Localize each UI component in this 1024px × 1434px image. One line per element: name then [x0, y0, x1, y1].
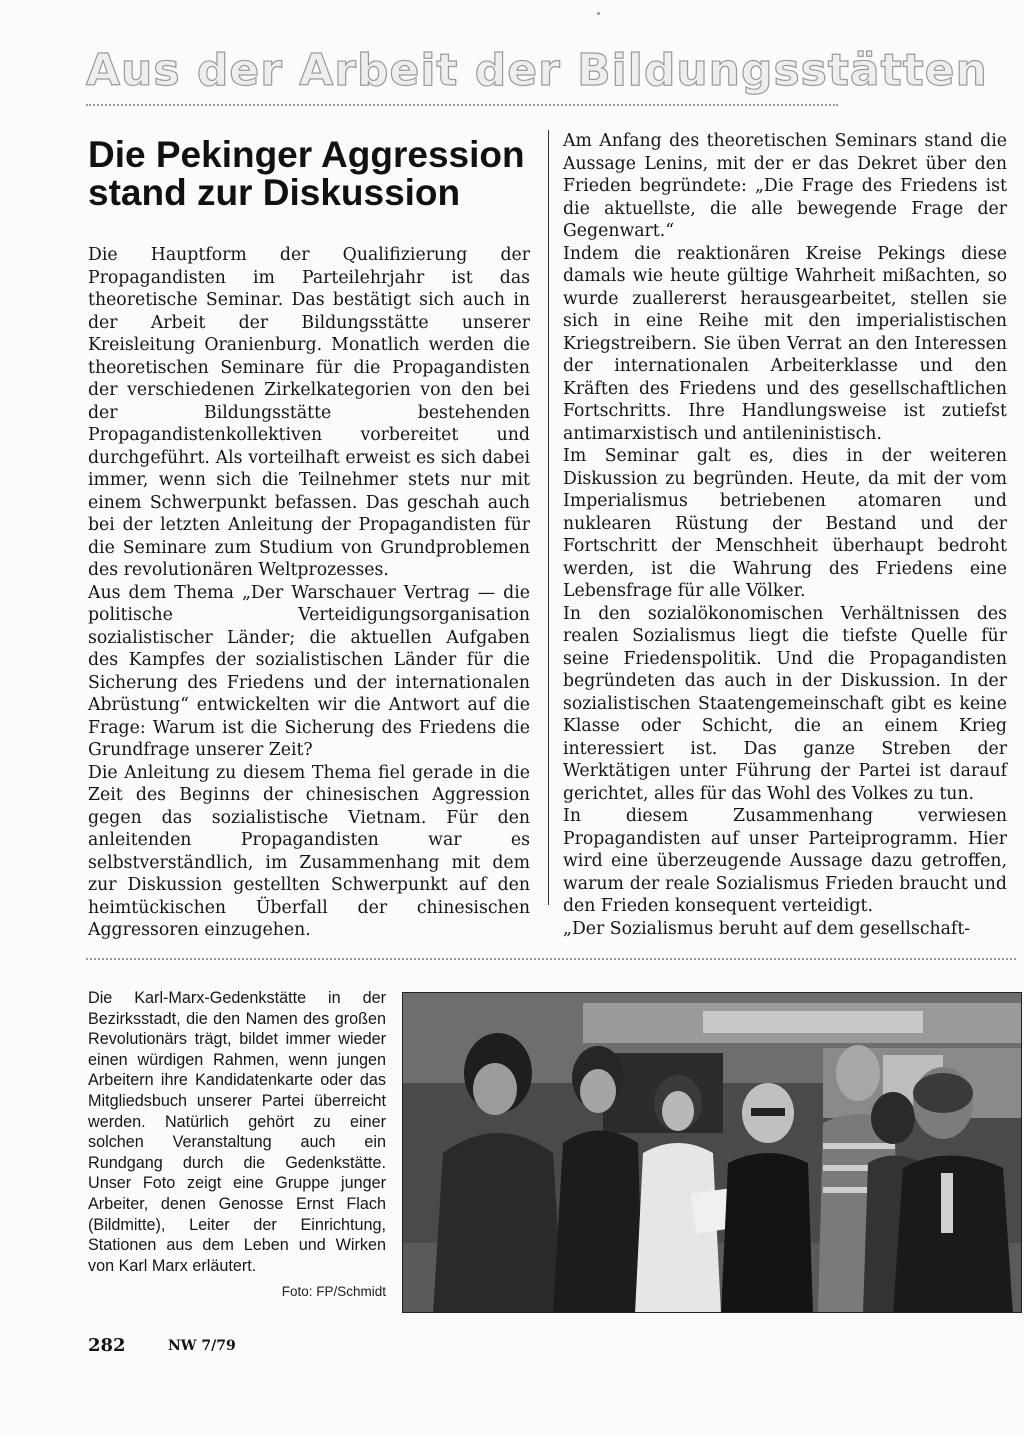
article-headline [88, 136, 528, 212]
issue-label: NW 7/79 [168, 1338, 236, 1354]
paragraph: „Der Sozialismus beruht auf dem gesellschaft- [563, 918, 971, 939]
photo-illustration [403, 993, 1022, 1313]
paragraph: Am Anfang des theoretischen Seminars stand die Aussage Lenins, mit der er das Dekret über den Frieden begründete: „Die Frage des Friedens ist die aktuellste, die alle bewegende Frage der Gegenwart.“ [563, 131, 1007, 241]
column-divider [548, 130, 549, 905]
article-column-left [88, 244, 530, 942]
photo-credit: Foto: FP/Schmidt [281, 1284, 386, 1299]
paragraph: Die Hauptform der Qualifizierung der Propagandisten im Parteilehrjahr ist das theoretische Seminar. Das bestätigt sich auch in der Arbeit der Bildungsstätte unserer Kreisleitung Oranienburg. Monatlich werden die theoretischen Seminare für die Propagandisten der verschiedenen Zirkelkategorien von den bei der Bildungsstätte bestehenden Propagandistenkollektiven vorbereitet und durchgeführt. Als vorteilhaft erweist es sich dabei immer, wenn sich die Teilnehmer stets nur mit einem Schwerpunkt befassen. Das geschah auch bei der letzten Anleitung der Propagandisten für die Seminare zum Studium von Grundproblemen des revolutionären Weltprozesses. [88, 245, 530, 580]
photo-section-divider [86, 958, 1016, 960]
photo-caption: Die Karl-Marx-Gedenkstätte in der Bezirksstadt, die den Namen des großen Revolutionärs trägt, bildet immer wieder einen würdigen Rahmen, wenn jungen Arbeitern ihre Kandidatenkarte oder das Mitgliedsbuch unserer Partei überreicht werden. Natürlich gehört zu einer solchen Veranstaltung auch ein Rundgang durch die Gedenkstätte. Unser Foto zeigt eine Gruppe junger Arbeiter, denen Genosse Ernst Flach (Bildmitte), Leiter der Einrichtung, Stationen aus dem Leben und Wirken von Karl Marx erläutert. [88, 989, 386, 1275]
print-speck [597, 12, 600, 15]
paragraph: Indem die reaktionären Kreise Pekings diese damals wie heute gültige Wahrheit mißachten, so wurde zuallererst herausgearbeitet, stellen sie sich in eine Reihe mit den imperialistischen Kriegstreibern. Sie üben Verrat an den Interessen der internationalen Arbeiterklasse und den Kräften des Friedens und des gesellschaftlichen Fortschritts. Ihre Handlungsweise ist zutiefst antimarxistisch und antileninistisch. [563, 243, 1007, 444]
paragraph: Aus dem Thema „Der Warschauer Vertrag — die politische Verteidigungsorganisation sozialistischer Länder; die aktuellen Aufgaben des Kampfes der sozialistischen Länder für die Sicherung des Friedens und der internationalen Abrüstung“ entwickelten wir die Antwort auf die Frage: Warum ist die Sicherung des Friedens die Grundfrage unserer Zeit? [88, 582, 530, 760]
paragraph: Im Seminar galt es, dies in der weiteren Diskussion zu begründen. Heute, da mit der vom Imperialismus betriebenen atomaren und nuklearen Rüstung der Bestand und der Fortschritt der Menschheit überhaupt bedroht werden, ist die Wahrung des Friedens eine Lebensfrage für alle Völker. [563, 446, 1007, 601]
paragraph: In den sozialökonomischen Verhältnissen des realen Sozialismus liegt die tiefste Quelle für seine Friedenspolitik. Und die Propagandisten begründeten das auch in der Diskussion. In der sozialistischen Staatengemeinschaft gibt es keine Klasse oder Schicht, die an einem Krieg interessiert ist. Das ganze Streben der Werktätigen unter Führung der Partei ist darauf gerichtet, alles für das Wohl des Volkes zu tun. [563, 603, 1007, 804]
headline-line-1: Die Pekinger Aggression [88, 134, 525, 175]
page-number: 282 [88, 1335, 126, 1356]
headline-line-2: stand zur Diskussion [88, 172, 461, 213]
photo-group-of-workers [402, 992, 1022, 1313]
article-column-right [563, 130, 1007, 940]
section-divider [86, 104, 838, 106]
section-title: Aus der Arbeit der Bildungsstätten [86, 45, 988, 96]
paragraph: In diesem Zusammenhang verwiesen Propagandisten auf unser Parteiprogramm. Hier wird eine überzeugende Aussage dazu getroffen, warum der reale Sozialismus Frieden braucht und den Frieden konsequent verteidigt. [563, 806, 1007, 916]
paragraph: Die Anleitung zu diesem Thema fiel gerade in die Zeit des Beginns der chinesischen Aggression gegen das sozialistische Vietnam. Für den anleitenden Propagandisten war es selbstverständlich, im Zusammenhang mit dem zur Diskussion gestellten Schwerpunkt auf den heimtückischen Überfall der chinesischen Aggressoren einzugehen. [88, 762, 530, 940]
